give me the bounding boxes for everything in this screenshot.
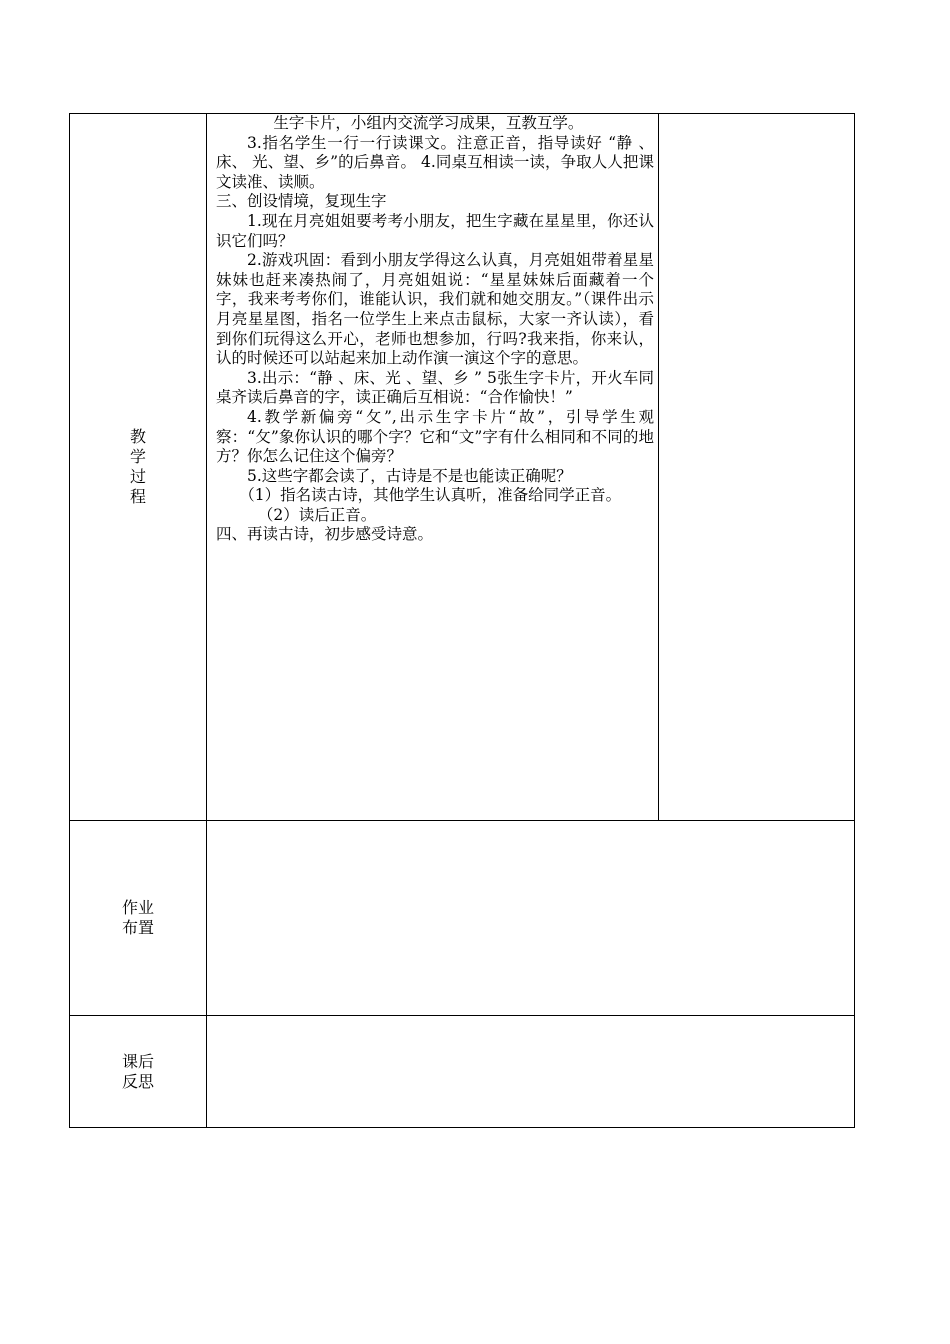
paragraph: 2.游戏巩固：看到小朋友学得这么认真，月亮姐姐带着星星妹妹也赶来凑热闹了，月亮姐姐说：“星星妹妹后面藏着一个字，我来考考你们，谁能认识，我们就和她交朋友。”（课件出示月亮星星图，指名一位学生上来点击鼠标，大家一齐认读），看到你们玩得这么开心，老师也想参加，行吗?我来指，你来认，认的时候还可以站起来加上动作演一演这个字的意思。 (216, 251, 654, 368)
section-heading: 四、再读古诗，初步感受诗意。 (216, 525, 434, 544)
teaching-process-note-cell (659, 114, 855, 821)
reflection-label: 课后 反思 (70, 1016, 207, 1128)
paragraph: 5.这些字都会读了，古诗是不是也能读正确呢？ (247, 466, 572, 485)
teaching-process-label: 教 学 过 程 (70, 114, 207, 821)
teaching-process-content-cell (207, 114, 659, 821)
teaching-process-row (70, 114, 855, 821)
paragraph: （1）指名读古诗，其他学生认真听，准备给同学正音。 (239, 486, 622, 505)
homework-label: 作业 布置 (70, 821, 207, 1016)
lesson-plan-table (69, 113, 855, 1128)
paragraph: 生字卡片，小组内交流学习成果，互教互学。 (273, 114, 584, 132)
section-heading: 三、创设情境，复现生字 (216, 192, 387, 211)
paragraph: 3.出示：“静 、床、光 、望、乡 ” 5张生字卡片，开火车同桌齐读后鼻音的字，读正确后互相说：“合作愉快！” (216, 368, 654, 407)
homework-content-cell (207, 821, 855, 1016)
paragraph: （2）读后正音。 (257, 505, 377, 524)
homework-row (70, 821, 855, 1016)
paragraph: 3.指名学生一行一行读课文。注意正音，指导读好 “静 、床、 光、望、乡”的后鼻音。 4.同桌互相读一读，争取人人把课文读准、读顺。 (216, 133, 654, 191)
reflection-content-cell (207, 1016, 855, 1128)
teaching-process-text (207, 114, 658, 545)
reflection-row (70, 1016, 855, 1128)
paragraph: 4.教学新偏旁“攵”,出示生字卡片“故”，引导学生观察：“攵”象你认识的哪个字？它和“文”字有什么相同和不同的地方？你怎么记住这个偏旁？ (216, 407, 654, 466)
paragraph: 1.现在月亮姐姐要考考小朋友，把生字藏在星星里，你还认识它们吗？ (216, 211, 654, 250)
